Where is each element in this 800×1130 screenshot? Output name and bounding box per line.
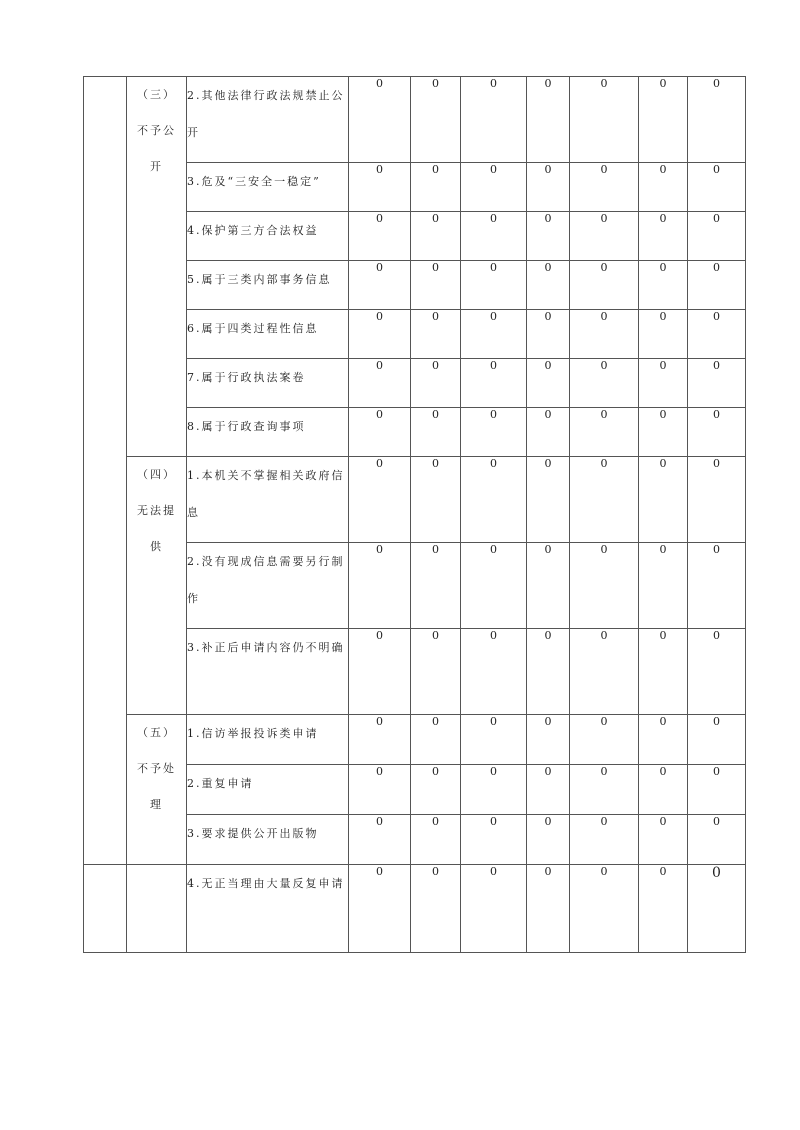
group-label-empty — [127, 865, 187, 953]
value-cell: 0 — [349, 359, 411, 408]
row-label-text: 2.重复申请 — [187, 777, 254, 790]
row-label — [187, 629, 349, 715]
value-cell: 0 — [639, 408, 688, 457]
row-label — [187, 261, 349, 310]
value-cell: 0 — [639, 212, 688, 261]
value-cell: 0 — [461, 212, 527, 261]
value-cell: 0 — [570, 865, 639, 953]
row-label-text: 1.本机关不掌握相关政府信息 — [187, 469, 345, 519]
group-label-line: 无法提 — [137, 504, 176, 517]
group-label-line: （四） — [137, 468, 176, 481]
row-label — [187, 815, 349, 865]
value-cell: 0 — [639, 261, 688, 310]
value-cell: 0 — [639, 163, 688, 212]
value-cell: 0 — [527, 212, 570, 261]
group-label-line: 开 — [150, 160, 163, 173]
value-cell: 0 — [570, 715, 639, 765]
value-cell: 0 — [349, 261, 411, 310]
row-label — [187, 359, 349, 408]
value-cell: 0 — [461, 408, 527, 457]
total-cell: 0 — [688, 310, 746, 359]
value-cell: 0 — [527, 310, 570, 359]
value-cell: 0 — [570, 359, 639, 408]
row-label — [187, 765, 349, 815]
value-cell: 0 — [461, 163, 527, 212]
value-cell: 0 — [461, 765, 527, 815]
outer-category-cell — [84, 77, 127, 865]
group-label-line: （三） — [137, 88, 176, 101]
value-cell: 0 — [461, 629, 527, 715]
value-cell: 0 — [527, 815, 570, 865]
row-label — [187, 212, 349, 261]
value-cell: 0 — [639, 359, 688, 408]
value-cell: 0 — [639, 629, 688, 715]
value-cell: 0 — [570, 261, 639, 310]
row-label-text: 6.属于四类过程性信息 — [187, 322, 319, 335]
group-label-g5 — [127, 715, 187, 865]
value-cell: 0 — [570, 212, 639, 261]
value-cell: 0 — [570, 765, 639, 815]
outer-category-cell — [84, 865, 127, 953]
total-cell: 0 — [688, 212, 746, 261]
group-label-line: 理 — [150, 798, 163, 811]
value-cell: 0 — [639, 865, 688, 953]
value-cell: 0 — [570, 629, 639, 715]
value-cell: 0 — [411, 543, 461, 629]
total-cell: 0 — [688, 77, 746, 163]
row-label — [187, 715, 349, 765]
value-cell: 0 — [411, 310, 461, 359]
row-label — [187, 408, 349, 457]
value-cell: 0 — [570, 815, 639, 865]
group-label-line: 供 — [150, 540, 163, 553]
row-label-text: 2.没有现成信息需要另行制作 — [187, 555, 345, 605]
value-cell: 0 — [411, 815, 461, 865]
value-cell: 0 — [411, 865, 461, 953]
row-label-text: 2.其他法律行政法规禁止公开 — [187, 89, 345, 139]
row-label — [187, 865, 349, 953]
value-cell: 0 — [639, 765, 688, 815]
row-label-text: 4.保护第三方合法权益 — [187, 224, 319, 237]
value-cell: 0 — [349, 765, 411, 815]
value-cell: 0 — [527, 543, 570, 629]
value-cell: 0 — [411, 715, 461, 765]
value-cell: 0 — [349, 212, 411, 261]
row-label — [187, 543, 349, 629]
total-cell: 0 — [688, 715, 746, 765]
value-cell: 0 — [527, 261, 570, 310]
row-label-text: 3.补正后申请内容仍不明确 — [187, 641, 345, 654]
group-label-line: 不予处 — [137, 762, 176, 775]
row-label-text: 3.要求提供公开出版物 — [187, 827, 319, 840]
group-label-line: （五） — [137, 726, 176, 739]
total-cell: 0 — [688, 408, 746, 457]
value-cell: 0 — [461, 457, 527, 543]
total-cell: 0 — [688, 865, 746, 953]
value-cell: 0 — [349, 77, 411, 163]
value-cell: 0 — [349, 715, 411, 765]
value-cell: 0 — [570, 408, 639, 457]
group-label-g4 — [127, 457, 187, 715]
table-row — [84, 865, 746, 953]
value-cell: 0 — [349, 815, 411, 865]
row-label — [187, 77, 349, 163]
row-label-text: 5.属于三类内部事务信息 — [187, 273, 332, 286]
group-label-g3 — [127, 77, 187, 457]
value-cell: 0 — [349, 457, 411, 543]
value-cell: 0 — [349, 408, 411, 457]
value-cell: 0 — [411, 77, 461, 163]
table-row — [84, 715, 746, 765]
value-cell: 0 — [411, 261, 461, 310]
value-cell: 0 — [639, 815, 688, 865]
row-label-text: 3.危及“三安全一稳定” — [187, 175, 321, 188]
value-cell: 0 — [639, 457, 688, 543]
value-cell: 0 — [461, 543, 527, 629]
value-cell: 0 — [411, 408, 461, 457]
value-cell: 0 — [461, 359, 527, 408]
value-cell: 0 — [349, 865, 411, 953]
value-cell: 0 — [527, 715, 570, 765]
row-label-text: 4.无正当理由大量反复申请 — [187, 877, 345, 890]
total-cell: 0 — [688, 261, 746, 310]
value-cell: 0 — [527, 408, 570, 457]
total-cell: 0 — [688, 163, 746, 212]
value-cell: 0 — [349, 310, 411, 359]
value-cell: 0 — [570, 543, 639, 629]
total-cell: 0 — [688, 629, 746, 715]
value-cell: 0 — [461, 310, 527, 359]
value-cell: 0 — [570, 163, 639, 212]
value-cell: 0 — [411, 212, 461, 261]
row-label-text: 7.属于行政执法案卷 — [187, 371, 306, 384]
value-cell: 0 — [461, 815, 527, 865]
value-cell: 0 — [527, 765, 570, 815]
value-cell: 0 — [527, 629, 570, 715]
table-body — [84, 77, 746, 953]
total-cell: 0 — [688, 815, 746, 865]
value-cell: 0 — [411, 765, 461, 815]
total-cell: 0 — [688, 765, 746, 815]
value-cell: 0 — [639, 310, 688, 359]
row-label — [187, 310, 349, 359]
group-label-line: 不予公 — [137, 124, 176, 137]
value-cell: 0 — [411, 629, 461, 715]
total-cell: 0 — [688, 543, 746, 629]
row-label-text: 8.属于行政查询事项 — [187, 420, 306, 433]
value-cell: 0 — [639, 77, 688, 163]
value-cell: 0 — [461, 77, 527, 163]
value-cell: 0 — [461, 715, 527, 765]
row-label — [187, 457, 349, 543]
table-row — [84, 77, 746, 163]
value-cell: 0 — [411, 163, 461, 212]
value-cell: 0 — [411, 457, 461, 543]
value-cell: 0 — [527, 77, 570, 163]
row-label — [187, 163, 349, 212]
value-cell: 0 — [570, 77, 639, 163]
value-cell: 0 — [349, 629, 411, 715]
value-cell: 0 — [349, 163, 411, 212]
value-cell: 0 — [461, 865, 527, 953]
value-cell: 0 — [527, 457, 570, 543]
value-cell: 0 — [527, 865, 570, 953]
total-cell: 0 — [688, 457, 746, 543]
value-cell: 0 — [570, 457, 639, 543]
row-label-text: 1.信访举报投诉类申请 — [187, 727, 319, 740]
value-cell: 0 — [411, 359, 461, 408]
value-cell: 0 — [570, 310, 639, 359]
table-row — [84, 457, 746, 543]
total-cell: 0 — [688, 359, 746, 408]
value-cell: 0 — [639, 543, 688, 629]
disclosure-table — [83, 76, 746, 953]
value-cell: 0 — [527, 359, 570, 408]
value-cell: 0 — [639, 715, 688, 765]
value-cell: 0 — [527, 163, 570, 212]
value-cell: 0 — [349, 543, 411, 629]
value-cell: 0 — [461, 261, 527, 310]
